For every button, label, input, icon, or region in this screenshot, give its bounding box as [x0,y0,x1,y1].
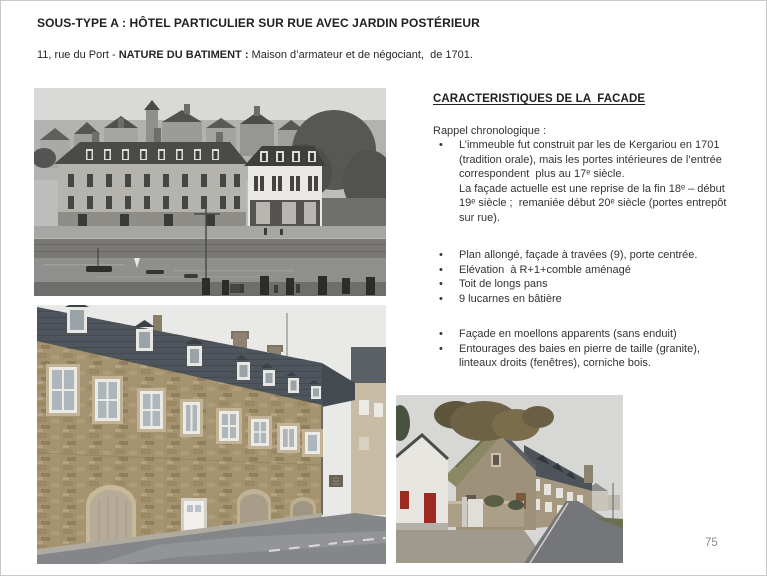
building-nature-text: Maison d’armateur et de négociant, de 1701. [248,49,473,61]
street-facade-photo [37,305,386,564]
street-corner-photo [396,395,623,563]
adjacent-building [351,347,386,515]
chronology-text-2: La façade actuelle est une reprise de la fin 18ᵉ – début 19ᵉ siècle ; remaniée début 20ᵉ siècle (portes entrepôt sur rue). [459,182,730,224]
list-item: • Façade en moellons apparents (sans enduit) [433,327,733,342]
list-item: • Toit de longs pans [433,277,733,292]
chronology-intro: Rappel chronologique : [433,124,547,137]
address-line [37,49,737,61]
address-text: 11, rue du Port - [37,49,119,61]
page-number: 75 [705,537,718,549]
chronology-text-1: L’immeuble fut construit par les de Kergariou en 1701 (tradition orale), mais les portes intérieures de l’entrée correspondent plus au 17ᵉ siècle. [459,139,725,180]
list-item: • Entourages des baies en pierre de taille (granite), linteaux droits (fenêtres), corniche bois. [433,342,733,371]
facade-section-heading: CARACTERISTIQUES DE LA FACADE [433,93,646,105]
page-title: SOUS-TYPE A : HÔTEL PARTICULIER SUR RUE AVEC JARDIN POSTÉRIEUR [37,16,480,30]
building-nature-label: NATURE DU BATIMENT : [118,49,249,61]
list-item: • Elévation à R+1+comble aménagé [433,263,733,278]
materials-list [433,327,733,371]
bw-quay-and-water [34,226,386,284]
structure-list [433,248,733,306]
street-corner-photo-graphic [396,395,623,563]
street-facade-photo-graphic [37,305,386,564]
historic-harbor-photo-graphic [34,88,386,296]
bw-manor-house [54,128,248,226]
historic-harbor-photo [34,88,386,296]
facade-characteristics-section [433,92,733,371]
bw-white-house [244,146,326,226]
list-item [433,138,733,225]
list-item: • 9 lucarnes en bâtière [433,292,733,307]
chronology-list [433,138,733,225]
list-item: • Plan allongé, façade à travées (9), porte centrée. [433,248,733,263]
